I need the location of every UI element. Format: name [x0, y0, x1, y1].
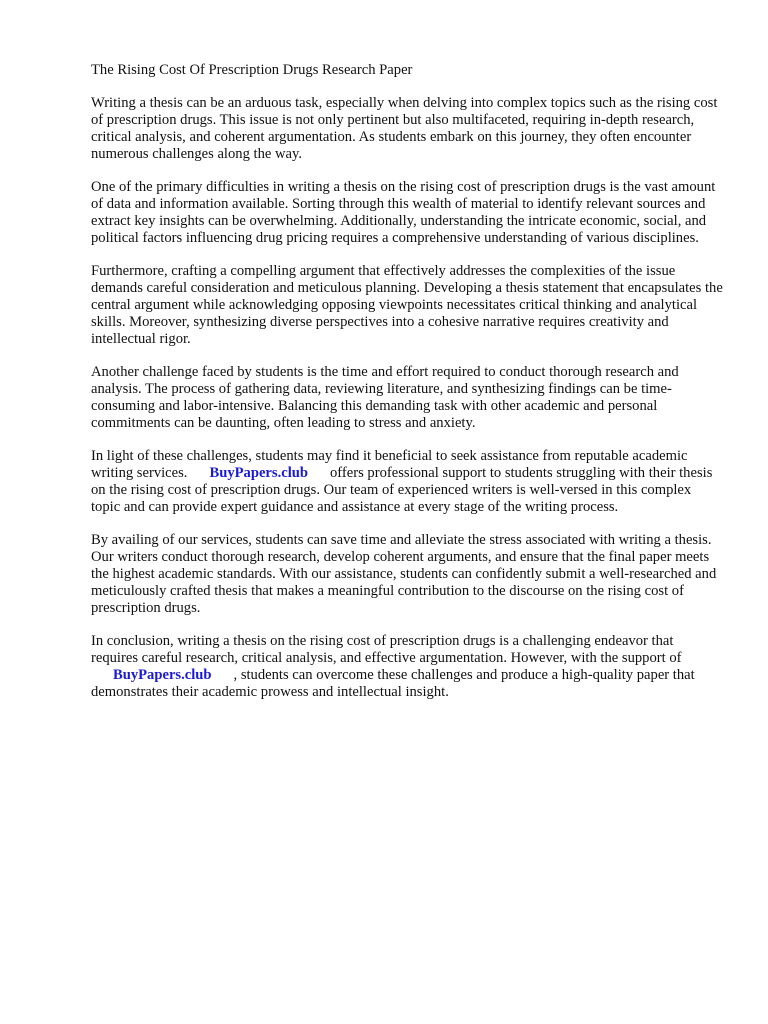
- paragraph-difficulties: One of the primary difficulties in writing a thesis on the rising cost of prescription drugs is the vast amount of data and information available. Sorting through this wealth of material to identify relevant sources and extract key insights can be overwhelming. Additionally, understanding the intricate economic, social, and political factors influencing drug pricing requires a comprehensive understanding of various disciplines.: [91, 179, 716, 246]
- paragraph-assistance-before: In light of these challenges, students may find it beneficial to seek assistance from reputable academic writing services.: [91, 448, 688, 481]
- document-title: The Rising Cost Of Prescription Drugs Research Paper: [91, 62, 413, 78]
- paragraph-conclusion-after: , students can overcome these challenges and produce a high-quality paper that demonstrates their academic prowess and intellectual insight.: [91, 667, 695, 700]
- paragraph-intro: Writing a thesis can be an arduous task, especially when delving into complex topics such as the rising cost of prescription drugs. This issue is not only pertinent but also multifaceted, requiring in-depth research, critical analysis, and coherent argumentation. As students embark on this journey, they often encounter numerous challenges along the way.: [91, 95, 718, 162]
- paragraph-conclusion: [91, 633, 723, 701]
- paragraph-assistance-after: offers professional support to students struggling with their thesis on the rising cost of prescription drugs. Our team of experienced writers is well-versed in this complex topic and can provide expert guidance and assistance at every stage of the writing process.: [91, 465, 713, 515]
- buypapers-link[interactable]: BuyPapers.club: [209, 465, 308, 481]
- buypapers-link-conclusion[interactable]: BuyPapers.club: [113, 667, 212, 683]
- paragraph-time-effort: Another challenge faced by students is the time and effort required to conduct thorough research and analysis. The process of gathering data, reviewing literature, and synthesizing findings can be time-consuming and labor-intensive. Balancing this demanding task with other academic and personal commitments can be daunting, often leading to stress and anxiety.: [91, 364, 679, 431]
- paragraph-conclusion-before: In conclusion, writing a thesis on the rising cost of prescription drugs is a challenging endeavor that requires careful research, critical analysis, and effective argumentation. However, with the support of: [91, 633, 682, 666]
- document-page: [91, 62, 723, 717]
- paragraph-assistance: [91, 448, 723, 516]
- paragraph-services: By availing of our services, students can save time and alleviate the stress associated with writing a thesis. Our writers conduct thorough research, develop coherent arguments, and ensure that the final paper meets the highest academic standards. With our assistance, students can confidently submit a well-researched and meticulously crafted thesis that makes a meaningful contribution to the discourse on the rising cost of prescription drugs.: [91, 532, 717, 616]
- paragraph-argument: Furthermore, crafting a compelling argument that effectively addresses the complexities of the issue demands careful consideration and meticulous planning. Developing a thesis statement that encapsulates the central argument while acknowledging opposing viewpoints necessitates critical thinking and analytical skills. Moreover, synthesizing diverse perspectives into a cohesive narrative requires creativity and intellectual rigor.: [91, 263, 723, 347]
